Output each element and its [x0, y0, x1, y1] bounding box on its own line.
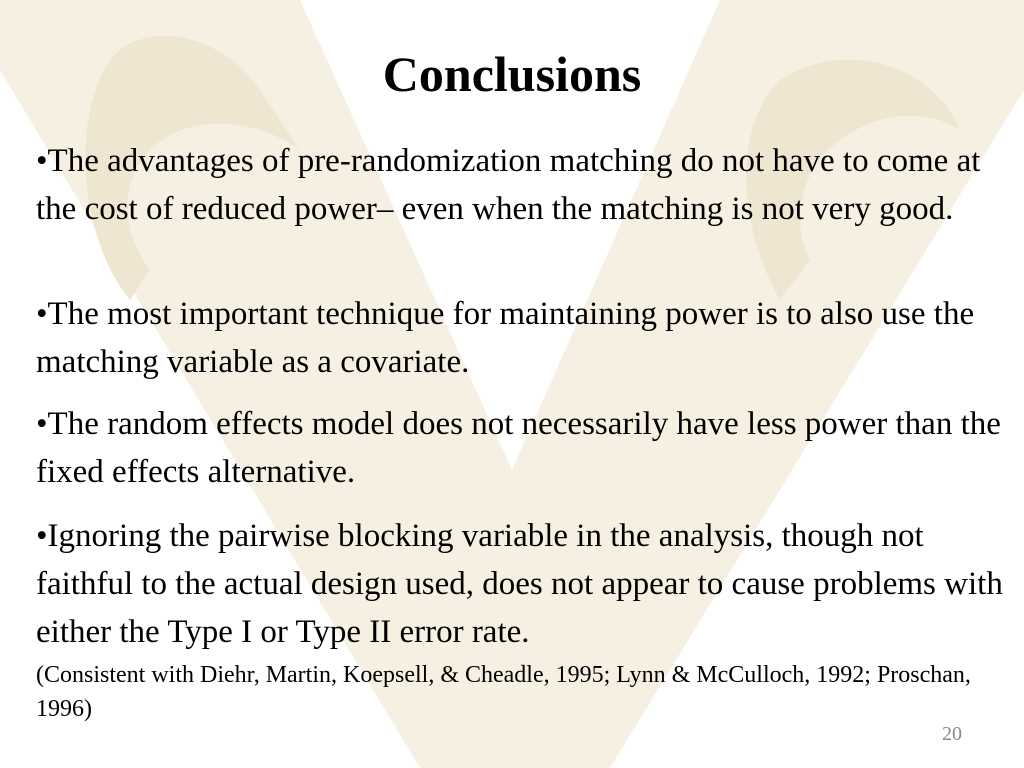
bullet-3 — [36, 400, 1011, 496]
page-number: 20 — [942, 723, 962, 745]
bullet-4-citation: (Consistent with Diehr, Martin, Koepsell, & Cheadle, 1995; Lynn & McCulloch, 1992; Proschan, 1996) — [36, 662, 971, 722]
bullet-4-text: •Ignoring the pairwise blocking variable in the analysis, though not faithful to the actual design used, does not appear to cause problems with either the Type I or Type II error rate. — [36, 518, 1003, 650]
slide-title: Conclusions — [382, 46, 642, 102]
bullet-1 — [36, 137, 1011, 233]
bullet-2-text: •The most important technique for maintaining power is to also use the matching variable as a covariate. — [36, 296, 975, 380]
bullet-3-text: •The random effects model does not necessarily have less power than the fixed effects alternative. — [36, 406, 1001, 490]
bullet-2 — [36, 290, 1011, 386]
bullet-4 — [36, 512, 1011, 726]
bullet-1-text: •The advantages of pre-randomization matching do not have to come at the cost of reduced power– even when the matching is not very good. — [36, 143, 981, 227]
